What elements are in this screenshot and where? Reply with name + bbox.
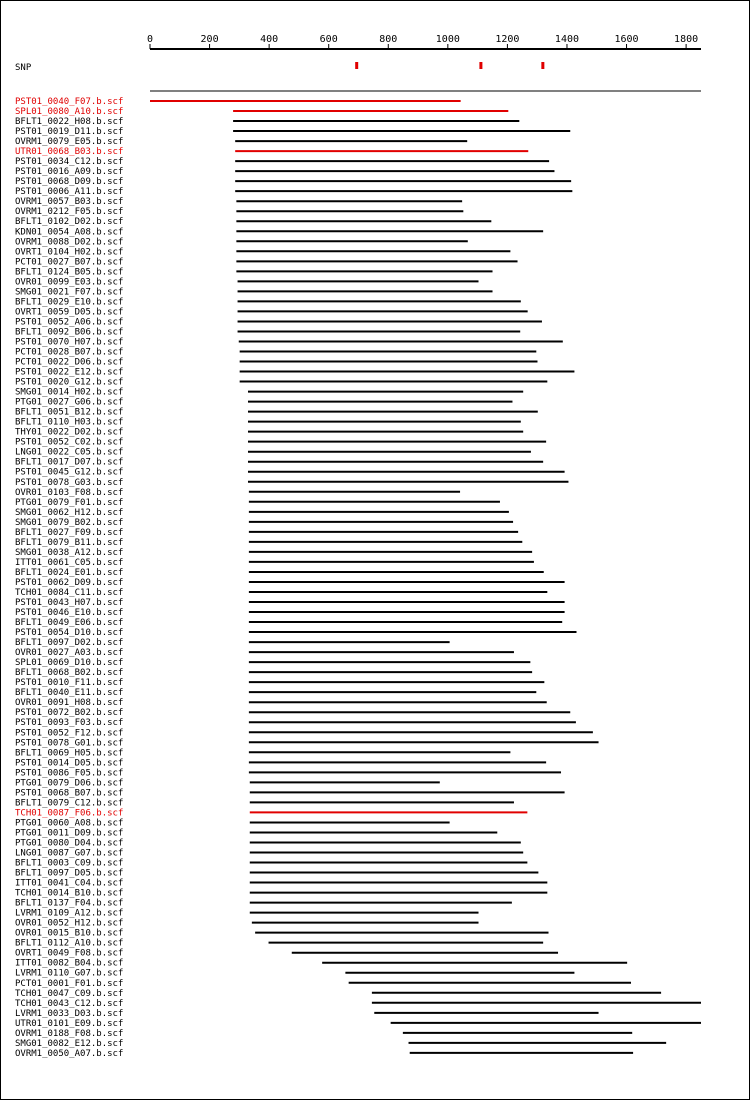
read-label: BFLT1_0049_E06.b.scf xyxy=(15,618,124,629)
axis-tick-label: 800 xyxy=(379,34,398,45)
read-label: UTR01_0101_E09.b.scf xyxy=(15,1018,124,1029)
read-label: LNG01_0022_C05.b.scf xyxy=(15,447,124,458)
snp-label: SNP xyxy=(15,63,32,73)
read-label: UTR01_0068_B03.b.scf xyxy=(15,147,124,158)
read-label: BFLT1_0137_F04.b.scf xyxy=(15,898,124,909)
read-label: SMG01_0021_F07.b.scf xyxy=(15,287,124,298)
read-label: PST01_0046_E10.b.scf xyxy=(15,608,124,619)
read-label: OVR01_0052_H12.b.scf xyxy=(15,918,124,929)
read-label: SMG01_0082_E12.b.scf xyxy=(15,1038,124,1049)
read-label: SMG01_0062_H12.b.scf xyxy=(15,507,124,518)
snp-marker xyxy=(355,62,358,69)
read-label: OVRT1_0059_D05.b.scf xyxy=(15,307,124,318)
read-label: PTG01_0060_A08.b.scf xyxy=(15,818,124,829)
read-label: PST01_0052_A06.b.scf xyxy=(15,317,124,328)
read-label: TCH01_0043_C12.b.scf xyxy=(15,998,124,1009)
axis-tick-label: 1000 xyxy=(435,34,460,45)
read-label: PCT01_0001_F01.b.scf xyxy=(15,978,124,989)
read-label: SMG01_0014_H02.b.scf xyxy=(15,387,124,398)
read-label: PTG01_0027_G06.b.scf xyxy=(15,397,124,408)
axis-tick-label: 1200 xyxy=(495,34,520,45)
read-label: OVRT1_0104_H02.b.scf xyxy=(15,247,124,258)
read-label: BFLT1_0097_D05.b.scf xyxy=(15,868,124,879)
axis-tick-label: 200 xyxy=(200,34,219,45)
read-label: PST01_0052_F12.b.scf xyxy=(15,728,124,739)
read-label: OVR01_0027_A03.b.scf xyxy=(15,648,124,659)
read-label: OVRM1_0057_B03.b.scf xyxy=(15,197,124,208)
read-label: OVRT1_0049_F08.b.scf xyxy=(15,948,124,959)
read-label: PST01_0078_G03.b.scf xyxy=(15,477,124,488)
read-label: BFLT1_0079_B11.b.scf xyxy=(15,537,124,548)
read-label: PCT01_0028_B07.b.scf xyxy=(15,347,124,358)
read-label: PST01_0052_C02.b.scf xyxy=(15,437,124,448)
read-label: SMG01_0079_B02.b.scf xyxy=(15,517,124,528)
read-label: PST01_0022_E12.b.scf xyxy=(15,367,124,378)
axis-tick-label: 600 xyxy=(319,34,338,45)
read-label: PST01_0086_F05.b.scf xyxy=(15,768,124,779)
read-label: LVRM1_0033_D03.b.scf xyxy=(15,1008,124,1019)
read-label: BFLT1_0022_H08.b.scf xyxy=(15,117,124,128)
read-label: OVRM1_0212_F05.b.scf xyxy=(15,207,124,218)
read-label: PST01_0068_B07.b.scf xyxy=(15,788,124,799)
read-label: TCH01_0084_C11.b.scf xyxy=(15,587,124,598)
read-label: PCT01_0022_D06.b.scf xyxy=(15,357,124,368)
axis-tick-label: 0 xyxy=(146,34,154,45)
read-label: PST01_0016_A09.b.scf xyxy=(15,167,124,178)
read-label: OVRM1_0188_F08.b.scf xyxy=(15,1028,124,1039)
snp-marker xyxy=(541,62,544,69)
read-label: PST01_0010_F11.b.scf xyxy=(15,678,124,689)
read-label: PST01_0043_H07.b.scf xyxy=(15,598,124,608)
axis-tick-label: 1400 xyxy=(554,34,580,45)
read-label: BFLT1_0017_D07.b.scf xyxy=(15,457,124,468)
read-label: PST01_0068_D09.b.scf xyxy=(15,177,124,188)
read-label: BFLT1_0068_B02.b.scf xyxy=(15,668,124,679)
axis-tick-label: 1800 xyxy=(674,34,699,45)
read-label: OVR01_0091_H08.b.scf xyxy=(15,698,124,709)
read-label: SPL01_0069_D10.b.scf xyxy=(15,658,124,669)
read-label: BFLT1_0051_B12.b.scf xyxy=(15,407,124,418)
read-label: BFLT1_0027_F09.b.scf xyxy=(15,527,124,538)
read-label: PST01_0072_B02.b.scf xyxy=(15,708,124,719)
read-label: ITT01_0082_B04.b.scf xyxy=(15,958,124,969)
read-label: PST01_0034_C12.b.scf xyxy=(15,157,124,168)
read-label: PTG01_0011_D09.b.scf xyxy=(15,828,124,839)
read-label: PST01_0062_D09.b.scf xyxy=(15,577,124,588)
read-label: PTG01_0079_F01.b.scf xyxy=(15,497,124,508)
read-label: BFLT1_0092_B06.b.scf xyxy=(15,327,124,338)
read-label: SPL01_0080_A10.b.scf xyxy=(15,107,124,118)
read-label: TCH01_0014_B10.b.scf xyxy=(15,888,124,899)
read-label: BFLT1_0124_B05.b.scf xyxy=(15,267,124,278)
read-label: OVRM1_0050_A07.b.scf xyxy=(15,1048,124,1059)
read-label: OVRM1_0079_E05.b.scf xyxy=(15,137,124,148)
read-alignment-chart xyxy=(1,1,749,1099)
read-label: OVR01_0015_B10.b.scf xyxy=(15,928,124,939)
read-label: BFLT1_0110_H03.b.scf xyxy=(15,417,124,428)
read-label: BFLT1_0097_D02.b.scf xyxy=(15,638,124,649)
read-label: PST01_0014_D05.b.scf xyxy=(15,758,124,769)
read-label: PTG01_0080_D04.b.scf xyxy=(15,838,124,849)
read-label: TCH01_0087_F06.b.scf xyxy=(15,808,124,819)
read-label: BFLT1_0079_C12.b.scf xyxy=(15,798,124,809)
read-label: PST01_0020_G12.b.scf xyxy=(15,377,124,388)
axis-tick-label: 1600 xyxy=(614,34,639,45)
read-label: PST01_0006_A11.b.scf xyxy=(15,187,124,198)
read-label: PCT01_0027_B07.b.scf xyxy=(15,257,124,268)
read-label: OVRM1_0088_D02.b.scf xyxy=(15,237,124,248)
read-label: PST01_0070_H07.b.scf xyxy=(15,337,124,348)
read-label: THY01_0022_D02.b.scf xyxy=(15,427,124,438)
read-label: PST01_0054_D10.b.scf xyxy=(15,628,124,639)
read-label: BFLT1_0069_H05.b.scf xyxy=(15,748,124,759)
read-label: LNG01_0087_G07.b.scf xyxy=(15,848,124,859)
read-label: BFLT1_0003_C09.b.scf xyxy=(15,858,124,869)
read-label: ITT01_0061_C05.b.scf xyxy=(15,557,124,568)
read-label: OVR01_0099_E03.b.scf xyxy=(15,277,124,288)
read-label: PST01_0078_G01.b.scf xyxy=(15,738,124,749)
read-label: BFLT1_0029_E10.b.scf xyxy=(15,297,124,308)
read-label: ITT01_0041_C04.b.scf xyxy=(15,878,124,889)
read-label: PST01_0040_F07.b.scf xyxy=(15,97,124,107)
read-label: SMG01_0038_A12.b.scf xyxy=(15,547,124,558)
read-label: BFLT1_0040_E11.b.scf xyxy=(15,688,124,699)
read-label: LVRM1_0110_G07.b.scf xyxy=(15,968,124,979)
axis-tick-label: 400 xyxy=(260,34,279,45)
read-label: BFLT1_0102_D02.b.scf xyxy=(15,217,124,228)
read-label: PTG01_0079_D06.b.scf xyxy=(15,778,124,789)
read-label: LVRM1_0109_A12.b.scf xyxy=(15,908,124,919)
read-label: PST01_0019_D11.b.scf xyxy=(15,127,124,138)
read-label: KDN01_0054_A08.b.scf xyxy=(15,227,124,238)
read-label: BFLT1_0024_E01.b.scf xyxy=(15,567,124,578)
read-label: PST01_0045_G12.b.scf xyxy=(15,467,124,478)
read-label: BFLT1_0112_A10.b.scf xyxy=(15,938,124,949)
read-label: PST01_0093_F03.b.scf xyxy=(15,718,124,729)
snp-marker xyxy=(479,62,482,69)
read-label: OVR01_0103_F08.b.scf xyxy=(15,487,124,498)
read-label: TCH01_0047_C09.b.scf xyxy=(15,988,124,999)
